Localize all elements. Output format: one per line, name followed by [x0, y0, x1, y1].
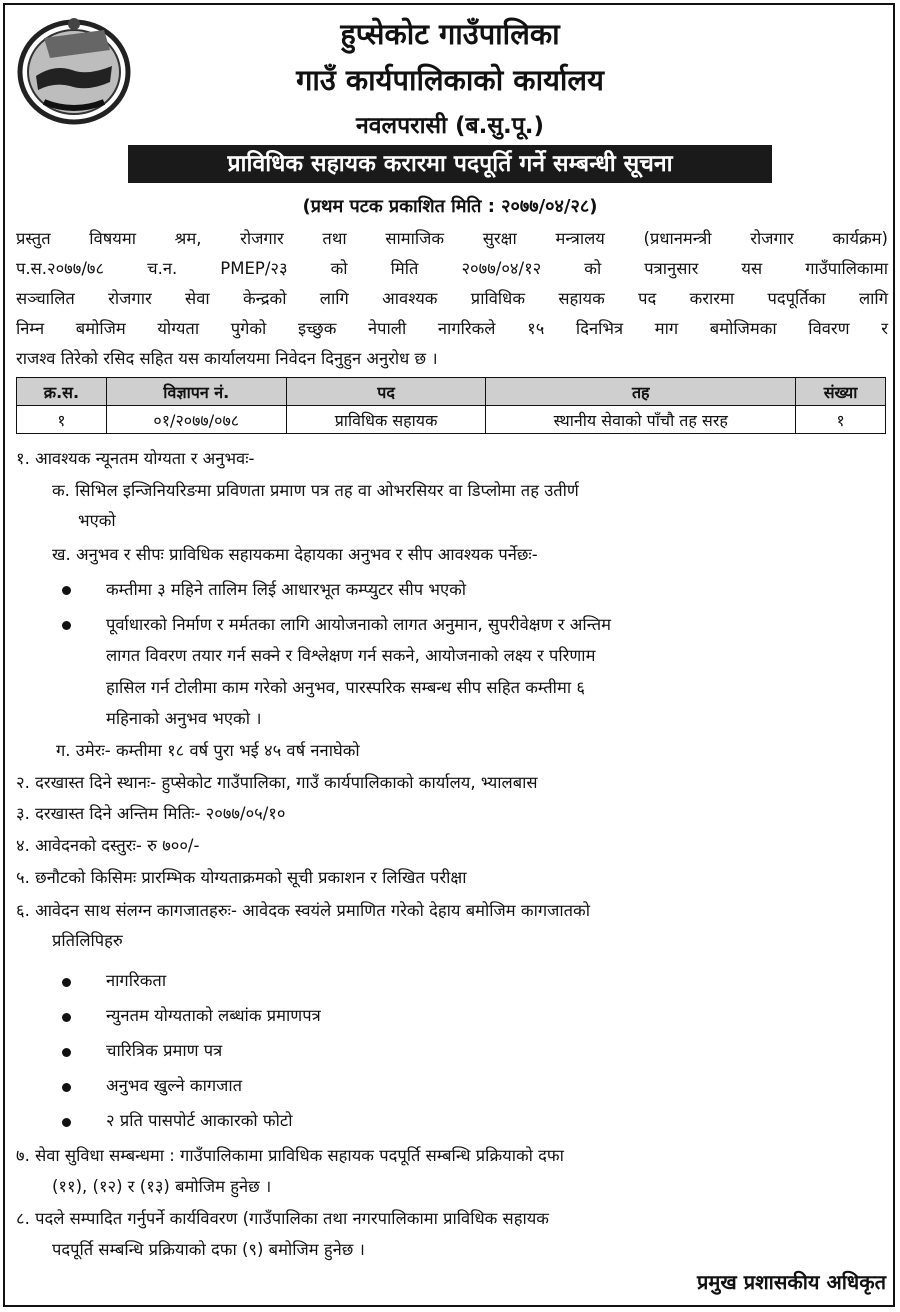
- intro-line: प.स.२०७७/७८ च.न. PMEP/२३ को मिति २०७७/०४/१२ को पत्रानुसार यस गाउँपालिकामा: [16, 259, 888, 278]
- section-8-cont: पदपूर्ति सम्बन्धि प्रक्रियाको दफा (९) बमोजिम हुनेछ ।: [52, 1240, 365, 1259]
- col-header-level: तह: [486, 378, 796, 406]
- section-5: ५. छनौटको किसिमः प्रारम्भिक योग्यताक्रमको सूची प्रकाशन र लिखित परीक्षा: [16, 868, 467, 887]
- intro-paragraph: [16, 224, 888, 374]
- table-row: [17, 406, 886, 434]
- bullet-icon: [62, 586, 71, 595]
- qualification-ka-cont: भएको: [78, 511, 116, 530]
- section-4: ४. आवेदनको दस्तुरः- रु ७००/-: [16, 836, 200, 855]
- document-item: न्युनतम योग्यताको लब्धांक प्रमाणपत्र: [106, 1006, 321, 1025]
- intro-line: सञ्चालित रोजगार सेवा केन्द्रको लागि आवश्यक प्राविधिक सहायक पद करारमा पदपूर्तिका लागि: [16, 289, 888, 308]
- bullet-icon: [62, 1013, 71, 1022]
- skill-item-cont: हासिल गर्न टोलीमा काम गरेको अनुभव, पारस्परिक सम्बन्ध सीप सहित कम्तीमा ६: [106, 678, 585, 697]
- section-7: ७. सेवा सुविधा सम्बन्धमा : गाउँपालिकामा प्राविधिक सहायक पदपूर्ति सम्बन्धि प्रक्रियाको दफा: [16, 1146, 564, 1165]
- district-title: नवलपरासी (ब.सु.पू.): [355, 113, 545, 139]
- section-8: ८. पदले सम्पादित गर्नुपर्ने कार्यविवरण (गाउँपालिका तथा नगरपालिकामा प्राविधिक सहायक: [16, 1209, 549, 1228]
- section-7-cont: (११), (१२) र (१३) बमोजिम हुनेछ ।: [52, 1177, 272, 1196]
- section-1-heading: १. आवश्यक न्यूनतम योग्यता र अनुभवः-: [16, 449, 255, 468]
- table-header-row: [17, 378, 886, 406]
- qualification-ga: ग. उमेरः- कम्तीमा १८ वर्ष पुरा भई ४५ वर्ष ननाघेको: [56, 741, 360, 760]
- qualification-ka: क. सिभिल इन्जिनियरिङमा प्रविणता प्रमाण पत्र तह वा ओभरसियर वा डिप्लोमा तह उतीर्ण: [52, 481, 579, 500]
- document-item: २ प्रति पासपोर्ट आकारको फोटो: [106, 1111, 293, 1130]
- bullet-icon: [62, 621, 71, 630]
- intro-line: निम्न बमोजिम योग्यता पुगेको इच्छुक नेपाली नागरिकले १५ दिनभित्र माग बमोजिमका विवरण र: [16, 319, 888, 338]
- office-title: गाउँ कार्यपालिकाको कार्यालय: [296, 63, 604, 97]
- intro-line: प्रस्तुत विषयमा श्रम, रोजगार तथा सामाजिक सुरक्षा मन्त्रालय (प्रधानमन्त्री रोजगार कार्यक्रम): [16, 229, 888, 248]
- section-6-cont: प्रतिलिपिहरु: [52, 931, 123, 950]
- section-2: २. दरखास्त दिने स्थानः- हुप्सेकोट गाउँपालिका, गाउँ कार्यपालिकाको कार्यालय, भ्यालबास: [16, 773, 538, 792]
- col-header-count: संख्या: [796, 378, 886, 406]
- document-item: अनुभव खुल्ने कागजात: [106, 1076, 243, 1095]
- skill-item-cont: महिनाको अनुभव भएको ।: [106, 709, 262, 728]
- intro-line: राजश्व तिरेको रसिद सहित यस कार्यालयमा निवेदन दिनुहुन अनुरोध छ ।: [16, 349, 438, 368]
- qualification-kha: ख. अनुभव र सीपः प्राविधिक सहायकमा देहायका अनुभव र सीप आवश्यक पर्नेछः-: [52, 545, 538, 564]
- document-item: नागरिकता: [106, 971, 167, 990]
- col-header-post: पद: [286, 378, 486, 406]
- document-item: चारित्रिक प्रमाण पत्र: [106, 1041, 223, 1060]
- bullet-icon: [62, 1118, 71, 1127]
- cell-post: प्राविधिक सहायक: [286, 406, 486, 434]
- cell-ad-number: ०१/२०७७/०७८: [106, 406, 286, 434]
- bullet-icon: [62, 978, 71, 987]
- skill-item-cont: लागत विवरण तयार गर्न सक्ने र विश्लेक्षण गर्न सकने, आयोजनाको लक्ष्य र परिणाम: [106, 646, 596, 665]
- signature-title: प्रमुख प्रशासकीय अधिकृत: [697, 1270, 886, 1294]
- vacancy-table: [16, 377, 886, 434]
- notice-title-banner: प्राविधिक सहायक करारमा पदपूर्ति गर्ने सम्बन्धी सूचना: [128, 145, 772, 183]
- bullet-icon: [62, 1083, 71, 1092]
- published-date: (प्रथम पटक प्रकाशित मिति : २०७७/०४/२८): [302, 196, 598, 217]
- skill-item: कम्तीमा ३ महिने तालिम लिई आधारभूत कम्प्युटर सीप भएको: [106, 580, 467, 599]
- cell-count: १: [796, 406, 886, 434]
- bullet-icon: [62, 1048, 71, 1057]
- section-3: ३. दरखास्त दिने अन्तिम मितिः- २०७७/०५/१०: [16, 804, 286, 823]
- cell-level: स्थानीय सेवाको पाँचौ तह सरह: [486, 406, 796, 434]
- municipality-title: हुप्सेकोट गाउँपालिका: [340, 17, 560, 51]
- col-header-serial: क्र.स.: [17, 378, 107, 406]
- col-header-ad-number: विज्ञापन नं.: [106, 378, 286, 406]
- cell-serial: १: [17, 406, 107, 434]
- section-6: ६. आवेदन साथ संलग्न कागजातहरुः- आवेदक स्वयंले प्रमाणित गरेको देहाय बमोजिम कागजातको: [16, 901, 591, 920]
- skill-item: पूर्वाधारको निर्माण र मर्मतका लागि आयोजनाको लागत अनुमान, सुपरीवेक्षण र अन्तिम: [106, 615, 611, 634]
